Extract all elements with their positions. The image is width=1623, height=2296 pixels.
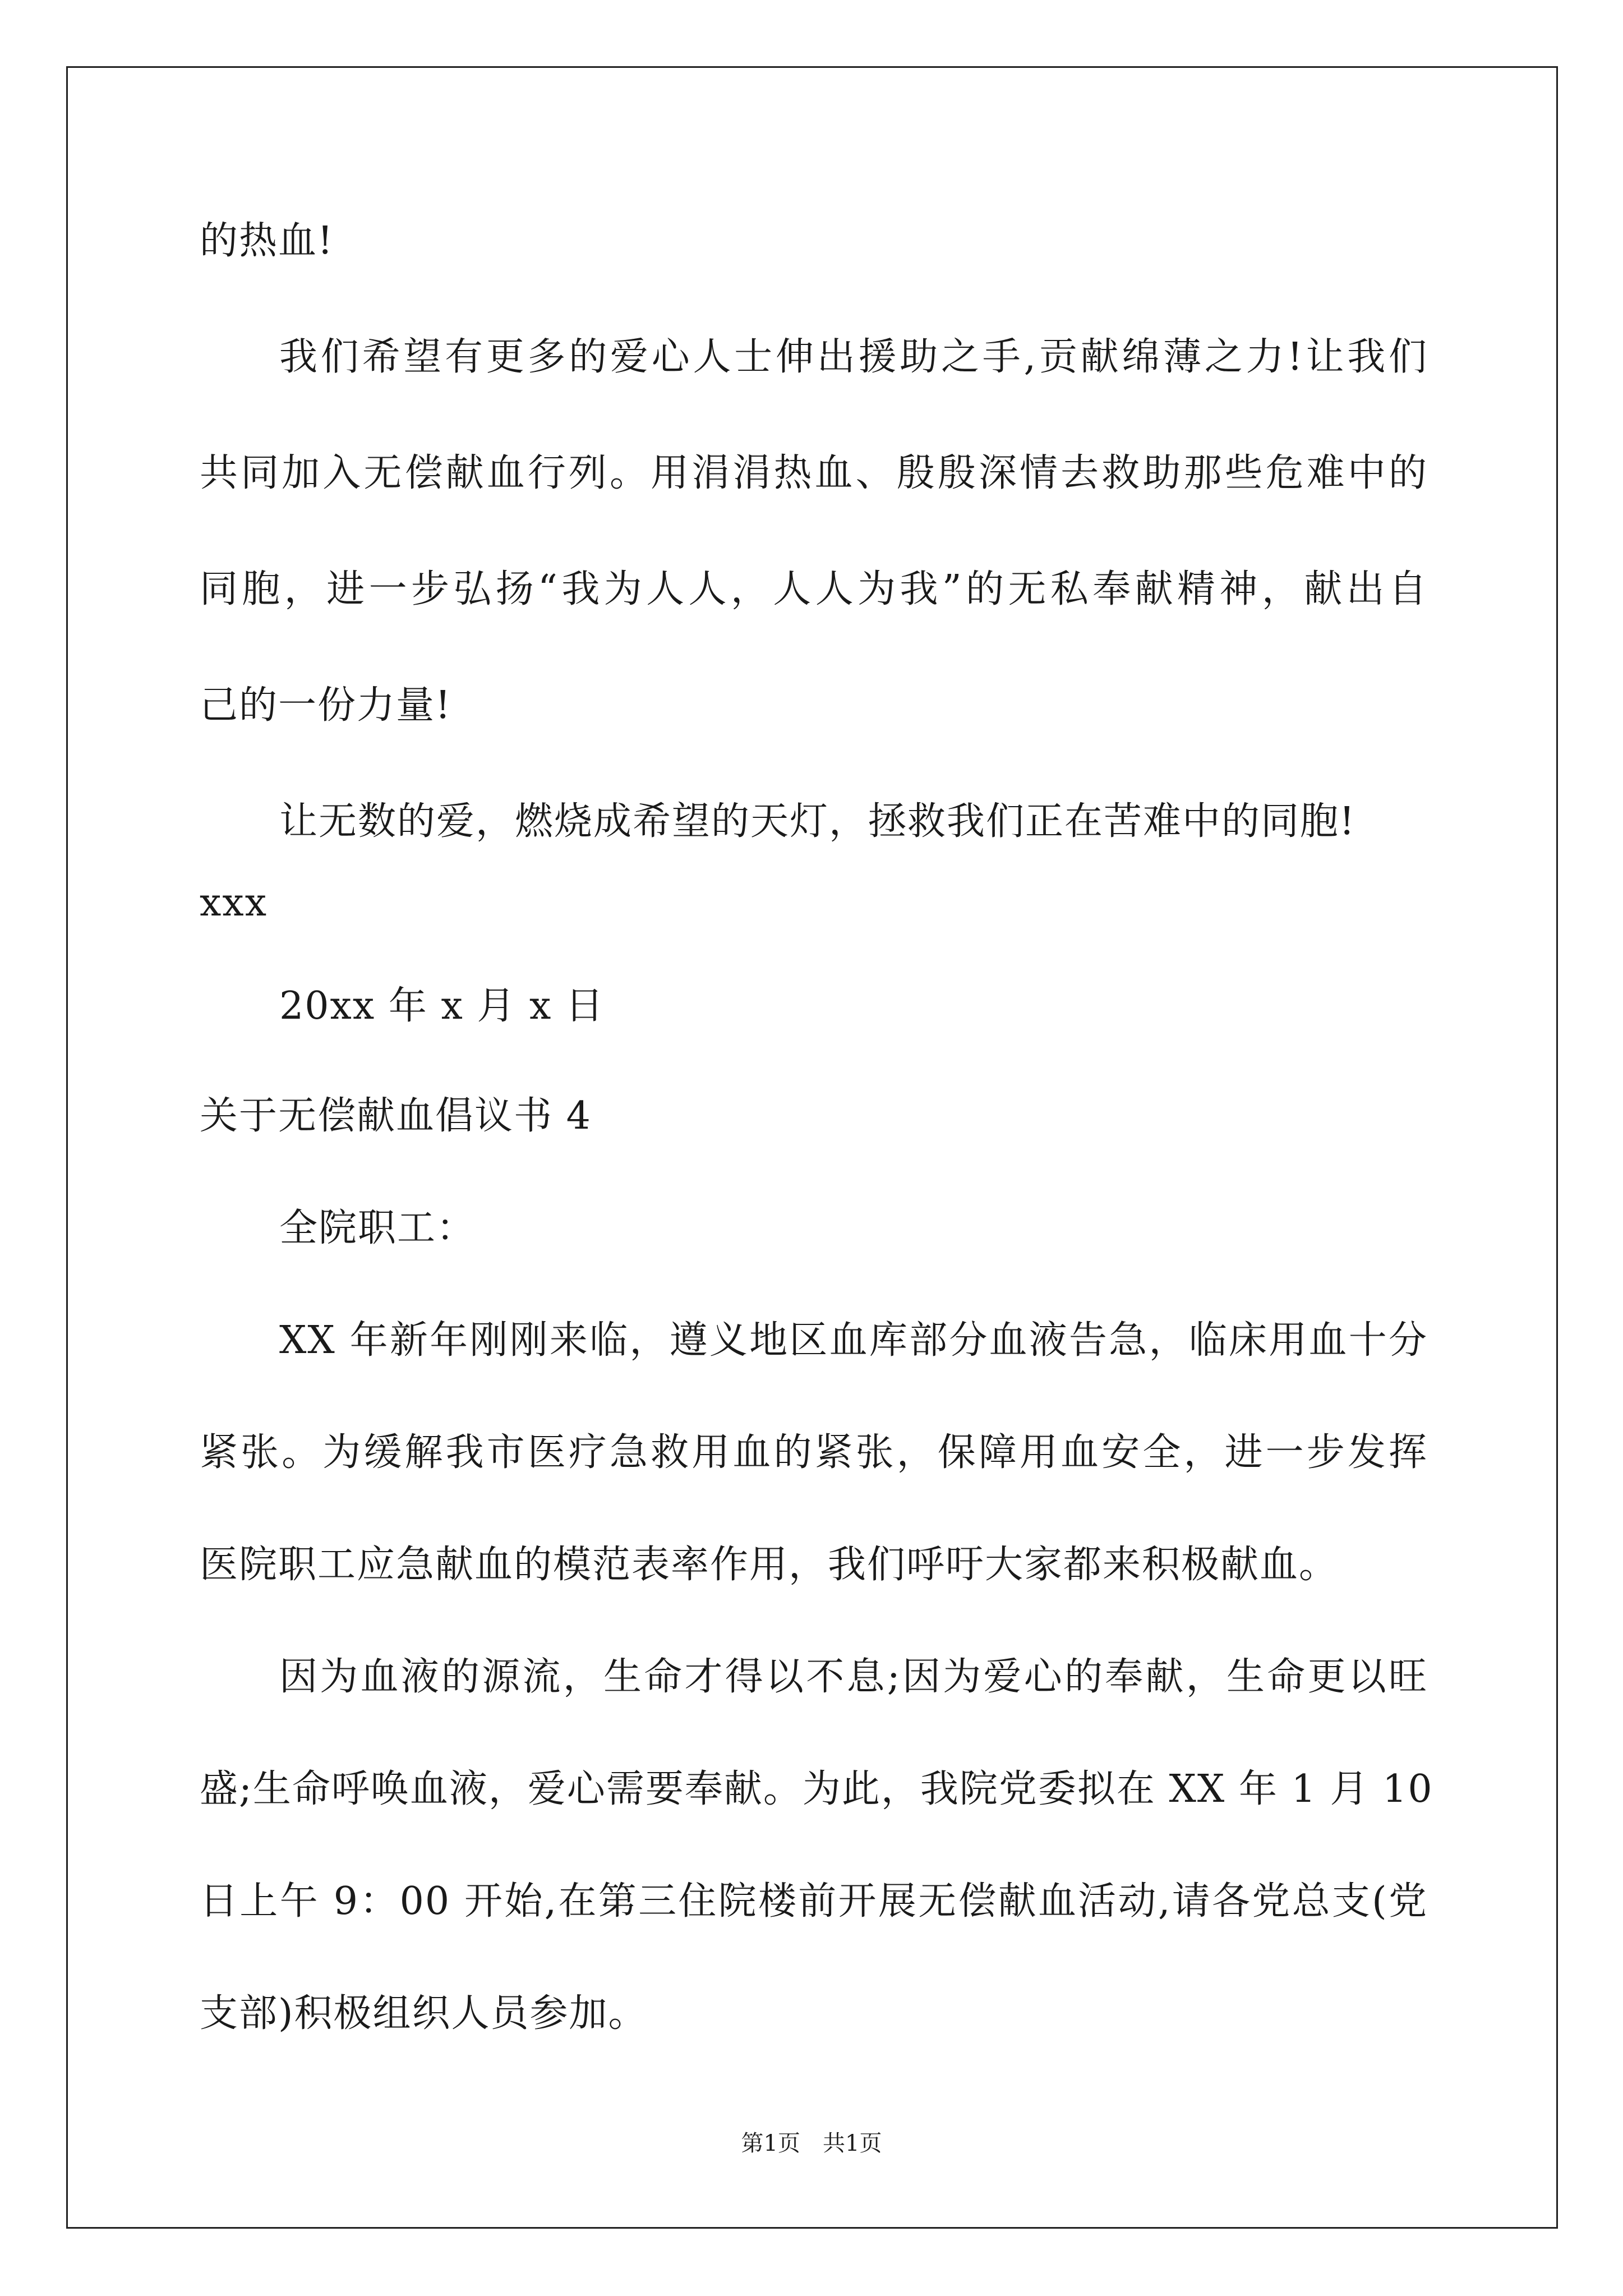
text-line: 共同加入无偿献血行列。用涓涓热血、殷殷深情去救助那些危难中的 <box>200 451 1428 495</box>
salutation: 全院职工： <box>279 1206 476 1250</box>
text-line: 让无数的爱，燃烧成希望的天灯，拯救我们正在苦难中的同胞! <box>279 799 1356 844</box>
text-line: 医院职工应急献血的模范表率作用，我们呼吁大家都来积极献血。 <box>200 1543 1339 1587</box>
text-line: 日上午 9：00 开始,在第三住院楼前开展无偿献血活动,请各党总支(党 <box>200 1879 1428 1924</box>
section-title: 关于无偿献血倡议书 4 <box>200 1094 592 1138</box>
page-footer: 第1页 共1页 <box>741 2131 882 2156</box>
text-line: 同胞，进一步弘扬“我为人人，人人为我”的无私奉献精神，献出自 <box>200 567 1428 611</box>
text-line: XX 年新年刚刚来临，遵义地区血库部分血液告急，临床用血十分 <box>279 1318 1428 1363</box>
text-line: 己的一份力量! <box>200 683 452 728</box>
date-line: 20xx 年 x 月 x 日 <box>279 984 605 1028</box>
text-line: 因为血液的源流，生命才得以不息;因为爱心的奉献，生命更以旺 <box>279 1655 1428 1699</box>
text-line: 我们希望有更多的爱心人士伸出援助之手,贡献绵薄之力!让我们 <box>279 335 1428 379</box>
text-line: 支部)积极组织人员参加。 <box>200 1991 648 2036</box>
signature: xxx <box>200 881 268 925</box>
text-line: 的热血! <box>200 219 334 263</box>
text-line: 盛;生命呼唤血液，爱心需要奉献。为此，我院党委拟在 XX 年 1 月 10 <box>200 1767 1433 1811</box>
text-line: 紧张。为缓解我市医疗急救用血的紧张，保障用血安全，进一步发挥 <box>200 1430 1428 1475</box>
